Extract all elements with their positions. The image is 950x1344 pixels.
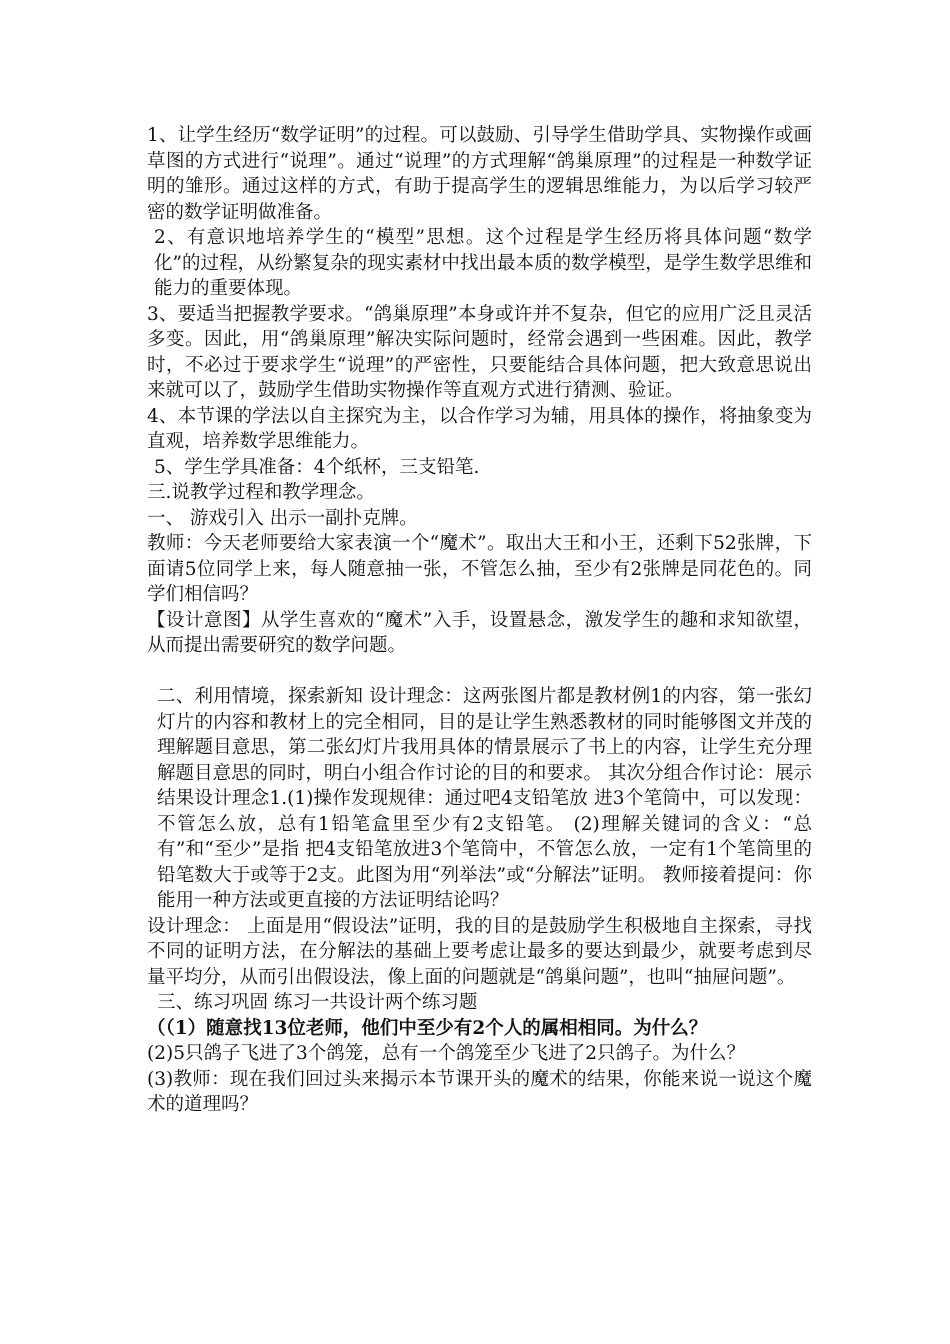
paragraph-goal-2: 2、有意识地培养学生的“模型”思想。这个过程是学生经历将具体问题“数学化”的过程，从纷繁复杂的现实素材中找出最本质的数学模型，是学生数学思维和能力的重要体现。	[154, 227, 812, 299]
paragraph-goal-3: 3、要适当把握教学要求。“鸽巢原理”本身或许并不复杂，但它的应用广泛且灵活多变。因此，用“鸽巢原理”解决实际问题时，经常会遇到一些困难。因此，教学时，不必过于要求学生“说理”的严密性，只要能结合具体问题，把大致意思说出来就可以了，鼓励学生借助实物操作等直观方式进行猜测、验证。	[147, 303, 812, 401]
exercise-1: （（1）随意找13位老师，他们中至少有2个人的属相相同。为什么？	[147, 1017, 708, 1039]
exercise-2: (2)5只鸽子飞进了3个鸽笼，总有一个鸽笼至少飞进了2只鸽子。为什么？	[147, 1043, 746, 1064]
blank-line	[147, 659, 812, 685]
paragraph-design-concept: 设计理念： 上面是用“假设法”证明，我的目的是鼓励学生积极地自主探索，寻找不同的证明方法，在分解法的基础上要考虑让最多的要达到最少，就要考虑到尽量平均分，从而引出假设法，像上面的问题就是“鸽巢问题”，也叫“抽屉问题”。	[147, 915, 812, 988]
document-page	[147, 123, 812, 1118]
step-heading-game: 一、 游戏引入 出示一副扑克牌。	[147, 507, 418, 529]
paragraph-goal-4: 4、本节课的学法以自主探究为主，以合作学习为辅，用具体的操作，将抽象变为直观，培养数学思维能力。	[147, 405, 812, 452]
step-heading-practice: 三、练习巩固 练习一共设计两个练习题	[157, 992, 478, 1013]
paragraph-goal-1: 1、让学生经历“数学证明”的过程。可以鼓励、引导学生借助学具、实物操作或画草图的方式进行“说理”。通过“说理”的方式理解“鸽巢原理”的过程是一种数学证明的雏形。通过这样的方式，有助于提高学生的逻辑思维能力，为以后学习较严密的数学证明做准备。	[147, 125, 812, 223]
paragraph-teacher-magic: 教师：今天老师要给大家表演一个“魔术”。取出大王和小王，还剩下52张牌，下面请5位同学上来，每人随意抽一张，不管怎么抽，至少有2张牌是同花色的。同学们相信吗？	[147, 533, 812, 605]
exercise-3: (3)教师：现在我们回过头来揭示本节课开头的魔术的结果，你能来说一说这个魔术的道理吗？	[147, 1068, 812, 1115]
section-heading-process: 三.说教学过程和教学理念。	[147, 482, 375, 503]
paragraph-design-intent: 【设计意图】从学生喜欢的“魔术”入手，设置悬念，激发学生的趣和求知欲望，从而提出需要研究的数学问题。	[147, 609, 812, 656]
paragraph-explore: 二、利用情境，探索新知 设计理念：这两张图片都是教材例1的内容，第一张幻灯片的内容和教材上的完全相同，目的是让学生熟悉教材的同时能够图文并茂的理解题目意思，第二张幻灯片我用具体的情景展示了书上的内容，让学生充分理解题目意思的同时，明白小组合作讨论的目的和要求。 其次分组合作讨论：展示结果设计理念1.(1)操作发现规律：通过吧4支铅笔放 进3个笔筒中，可以发现：不管怎么放，总有1铅笔盒里至少有2支铅笔。 (2)理解关键词的含义：“总有”和“至少”是指 把4支铅笔放进3个笔筒中，不管怎么放，一定有1个笔筒里的铅笔数大于或等于2支。此图为用“列举法”或“分解法”证明。 教师接着提问：你能用一种方法或更直接的方法证明结论吗？	[157, 686, 812, 911]
paragraph-goal-5: 5、学生学具准备：4个纸杯，三支铅笔.	[154, 456, 480, 478]
